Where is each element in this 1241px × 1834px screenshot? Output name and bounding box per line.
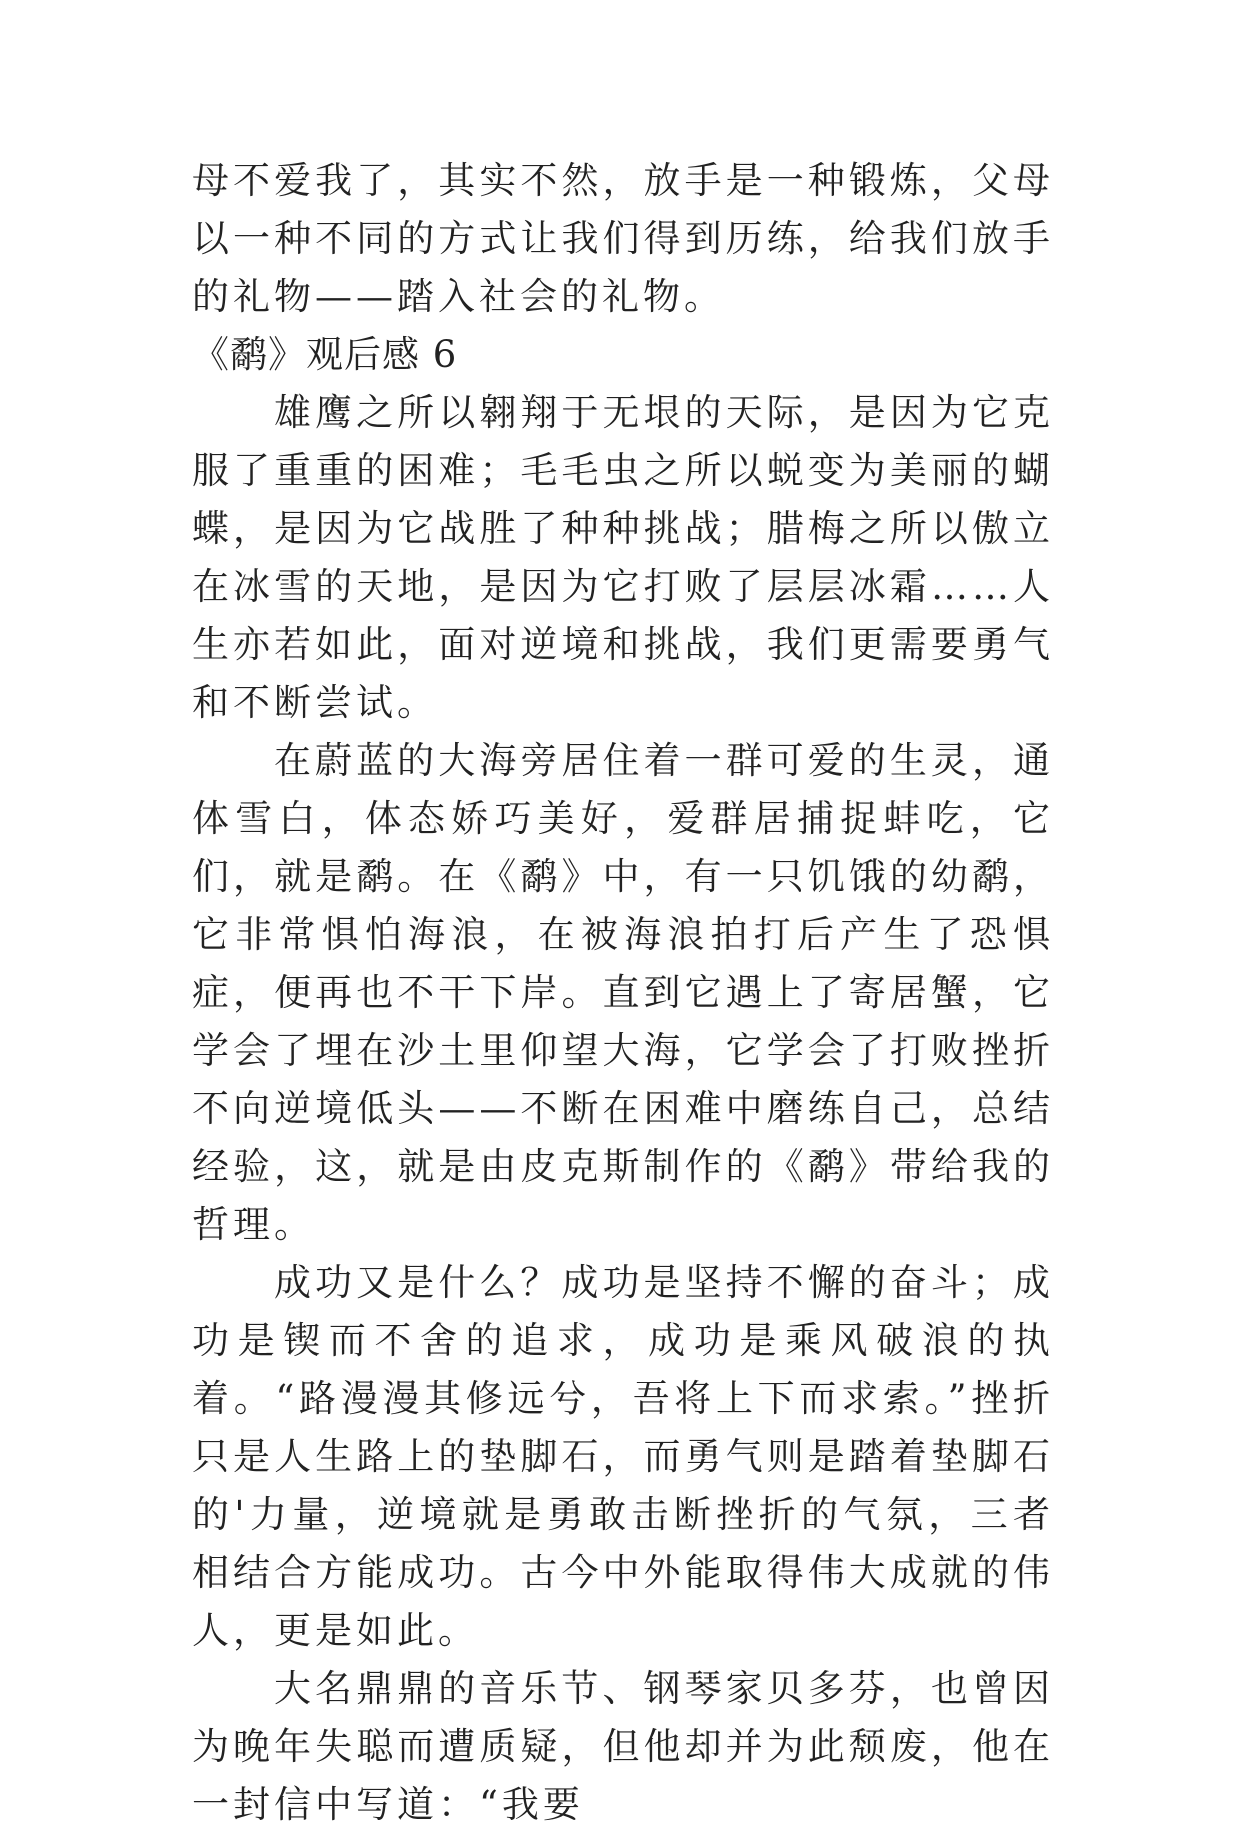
document-body <box>192 152 1054 1834</box>
body-paragraph: 大名鼎鼎的音乐节、钢琴家贝多芬，也曾因为晚年失聪而遭质疑，但他却并为此颓废，他在一封信中写道：“我要 <box>192 1667 1054 1826</box>
continuation-paragraph: 母不爱我了，其实不然，放手是一种锻炼，父母以一种不同的方式让我们得到历练，给我们放手的礼物——踏入社会的礼物。 <box>192 159 1054 318</box>
section-title: 《鹬》观后感 6 <box>192 333 458 376</box>
body-paragraph: 成功又是什么？成功是坚持不懈的奋斗；成功是锲而不舍的追求，成功是乘风破浪的执着。“路漫漫其修远兮，吾将上下而求索。”挫折只是人生路上的垫脚石，而勇气则是踏着垫脚石的'力量，逆境就是勇敢击断挫折的气氛，三者相结合方能成功。古今中外能取得伟大成就的伟人，更是如此。 <box>192 1261 1054 1652</box>
body-paragraph: 在蔚蓝的大海旁居住着一群可爱的生灵，通体雪白，体态娇巧美好，爱群居捕捉蚌吃，它们，就是鹬。在《鹬》中，有一只饥饿的幼鹬，它非常惧怕海浪，在被海浪拍打后产生了恐惧症，便再也不干下岸。直到它遇上了寄居蟹，它学会了埋在沙土里仰望大海，它学会了打败挫折不向逆境低头——不断在困难中磨练自己，总结经验，这，就是由皮克斯制作的《鹬》带给我的哲理。 <box>192 739 1054 1246</box>
body-paragraph: 雄鹰之所以翱翔于无垠的天际，是因为它克服了重重的困难；毛毛虫之所以蜕变为美丽的蝴蝶，是因为它战胜了种种挑战；腊梅之所以傲立在冰雪的天地，是因为它打败了层层冰霜……人生亦若如此，面对逆境和挑战，我们更需要勇气和不断尝试。 <box>192 391 1054 724</box>
